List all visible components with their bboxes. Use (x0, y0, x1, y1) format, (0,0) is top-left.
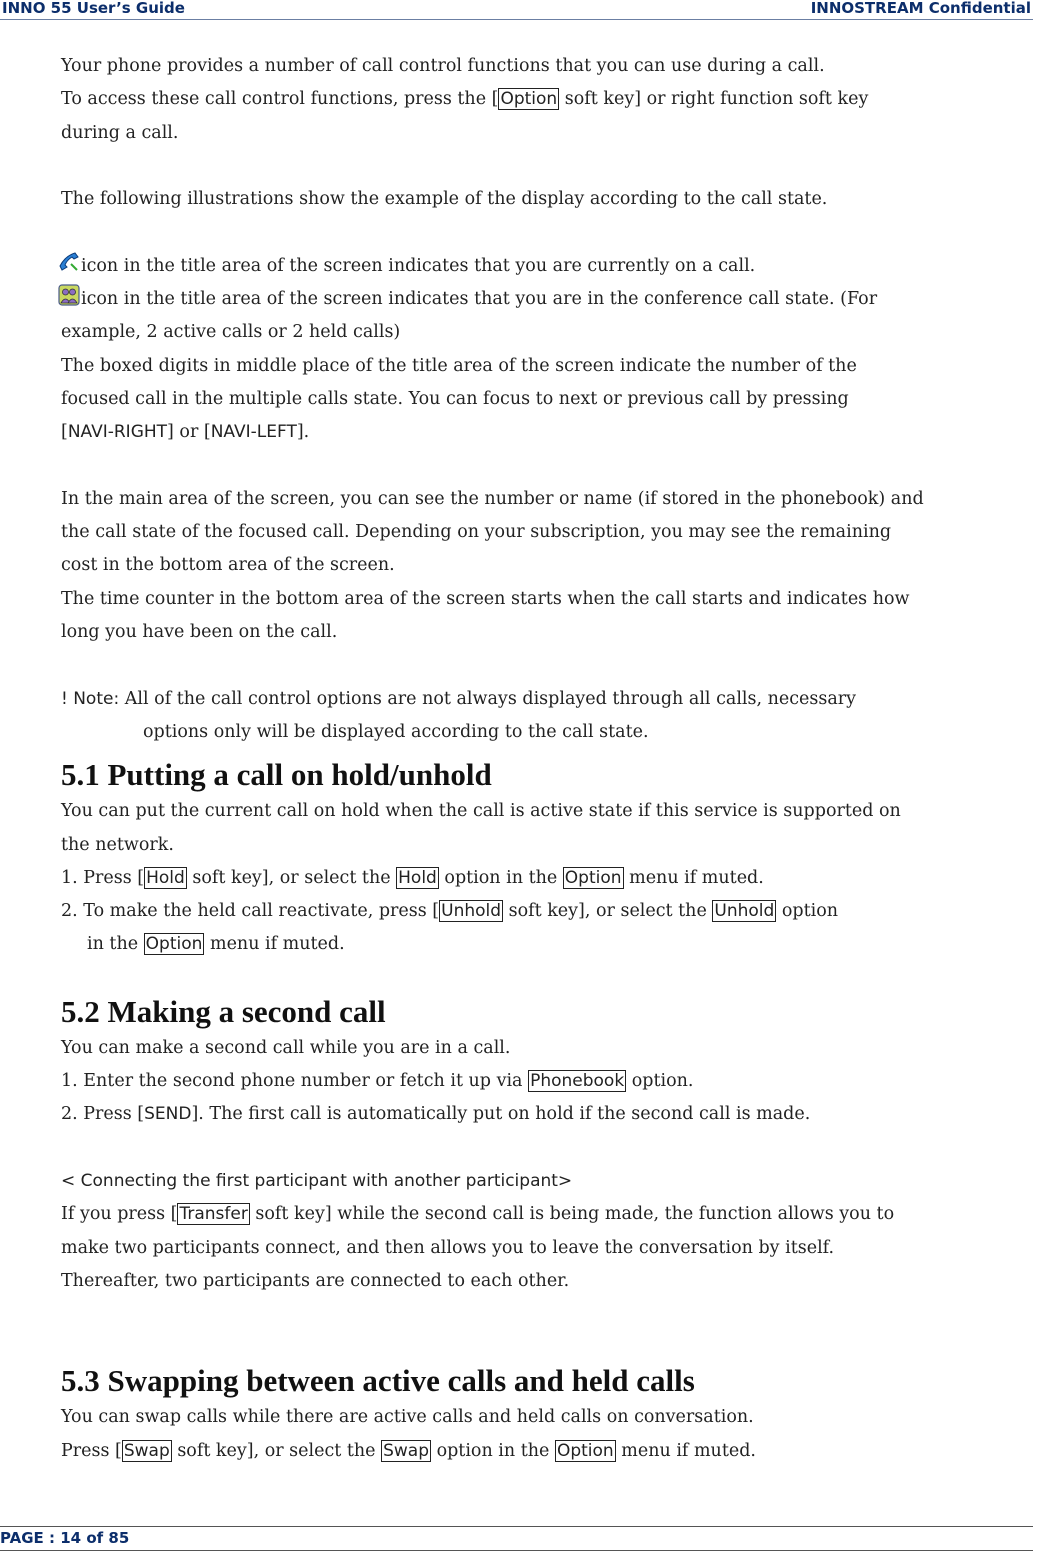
text: options only will be displayed according to the call state. (143, 721, 649, 742)
list-item (61, 1065, 1033, 1098)
paragraph (61, 83, 1033, 116)
text: In the main area of the screen, you can see the number or name (if stored in the phonebook) and (61, 488, 924, 509)
paragraph (61, 250, 1033, 283)
text: 1. Press [ (61, 867, 145, 888)
text: the call state of the focused call. Depending on your subscription, you may see the remaining (61, 522, 892, 543)
list-item (61, 895, 1033, 928)
section-heading-5-1: 5.1 Putting a call on hold/unhold (61, 757, 492, 793)
note-label: ! Note: (61, 688, 120, 709)
text: Press [ (61, 1440, 122, 1461)
text: long you have been on the call. (61, 622, 338, 643)
option-menu-label: Option (556, 1440, 614, 1461)
text: You can make a second call while you are in a call. (61, 1037, 511, 1058)
paragraph (61, 1265, 1033, 1298)
paragraph (61, 1401, 1033, 1434)
text: menu if muted. (204, 934, 345, 955)
text: The following illustrations show the example of the display according to the call state. (61, 189, 828, 210)
text: menu if muted. (615, 1440, 756, 1461)
page-number: PAGE : 14 of 85 (0, 1529, 130, 1547)
text: icon in the title area of the screen indicates that you are in the conference call state. (For (81, 289, 878, 310)
text: option in the (438, 867, 563, 888)
text: option in the (431, 1440, 555, 1461)
transfer-key-label: Transfer (179, 1204, 248, 1225)
list-item (61, 862, 1033, 895)
phonebook-option-label: Phonebook (530, 1071, 625, 1092)
text: Your phone provides a number of call control functions that you can use during a call. (61, 56, 825, 76)
text: soft key], or select the (171, 1440, 382, 1461)
paragraph (61, 383, 1033, 416)
text: during a call. (61, 122, 179, 143)
option-menu-label: Option (145, 934, 203, 955)
paragraph (61, 1435, 1033, 1468)
page-footer (0, 1526, 1033, 1551)
list-item (61, 1098, 1033, 1131)
paragraph (61, 283, 1033, 316)
text: 2. Press [ (61, 1104, 145, 1125)
list-item-continued (61, 928, 1033, 961)
text: in the (87, 934, 144, 955)
phone-call-icon (57, 250, 81, 274)
text: example, 2 active calls or 2 held calls) (61, 322, 401, 343)
page-header (0, 0, 1033, 20)
swap-option-label: Swap (383, 1440, 429, 1461)
navi-right-key: NAVI-RIGHT (67, 422, 168, 443)
paragraph (61, 616, 1033, 649)
header-title: INNO 55 User’s Guide (2, 0, 185, 17)
paragraph (61, 50, 1033, 83)
unhold-key-label: Unhold (441, 901, 502, 922)
text: 1. Enter the second phone number or fetch it up via (61, 1071, 529, 1092)
text: icon in the title area of the screen indicates that you are currently on a call. (81, 255, 756, 276)
paragraph (61, 516, 1033, 549)
paragraph (61, 117, 1033, 150)
text: soft key] while the second call is being made, the function allows you to (249, 1204, 895, 1225)
paragraph (61, 1198, 1033, 1231)
hold-option-label: Hold (398, 867, 437, 888)
text: soft key], or select the (503, 901, 713, 922)
text: focused call in the multiple calls state. You can focus to next or previous call by pressing (61, 388, 849, 409)
section-heading-5-2: 5.2 Making a second call (61, 993, 386, 1029)
text: [ (61, 422, 68, 443)
paragraph (61, 416, 1033, 449)
paragraph (61, 829, 1033, 862)
text: You can swap calls while there are active calls and held calls on conversation. (61, 1407, 754, 1428)
text: The time counter in the bottom area of the screen starts when the call starts and indicates how (61, 588, 910, 609)
text: 2. To make the held call reactivate, press [ (61, 901, 440, 922)
note-continued (61, 716, 1033, 749)
swap-key-label: Swap (123, 1440, 170, 1461)
unhold-option-label: Unhold (714, 901, 775, 922)
text: option. (626, 1071, 694, 1092)
paragraph (61, 583, 1033, 616)
paragraph (61, 795, 1033, 828)
text: ] or [ (167, 422, 211, 443)
text: The boxed digits in middle place of the title area of the screen indicate the number of the (61, 355, 857, 376)
paragraph (61, 1032, 1033, 1065)
subheading: < Connecting the first participant with another participant> (61, 1170, 573, 1191)
text: To access these call control functions, press the [ (61, 89, 499, 110)
text: soft key], or select the (186, 867, 397, 888)
text: cost in the bottom area of the screen. (61, 555, 395, 576)
paragraph (61, 316, 1033, 349)
text: Thereafter, two participants are connected to each other. (61, 1270, 570, 1291)
text: menu if muted. (623, 867, 764, 888)
option-menu-label: Option (564, 867, 622, 888)
document-body (61, 50, 1033, 1468)
conference-call-icon (57, 283, 81, 307)
text: If you press [ (61, 1204, 178, 1225)
paragraph (61, 350, 1033, 383)
note (61, 683, 1033, 716)
text: All of the call control options are not always displayed through all calls, necessary (119, 688, 857, 709)
paragraph (61, 183, 1033, 216)
text: soft key] or right function soft key (559, 89, 869, 110)
text: the network. (61, 834, 174, 855)
text: You can put the current call on hold when the call is active state if this service is supported on (61, 801, 901, 822)
hold-key-label: Hold (146, 867, 185, 888)
section-heading-5-3: 5.3 Swapping between active calls and held calls (61, 1363, 695, 1399)
paragraph (61, 1232, 1033, 1265)
header-confidential: INNOSTREAM Confidential (810, 0, 1031, 17)
paragraph (61, 483, 1033, 516)
text: make two participants connect, and then allows you to leave the conversation by itself. (61, 1237, 835, 1258)
paragraph (61, 549, 1033, 582)
navi-left-key: NAVI-LEFT (210, 422, 297, 443)
text: ]. The first call is automatically put on hold if the second call is made. (191, 1104, 811, 1125)
text: option (776, 901, 839, 922)
send-key-label: SEND (144, 1104, 192, 1125)
option-key-label: Option (500, 89, 558, 110)
text: ]. (296, 422, 310, 443)
